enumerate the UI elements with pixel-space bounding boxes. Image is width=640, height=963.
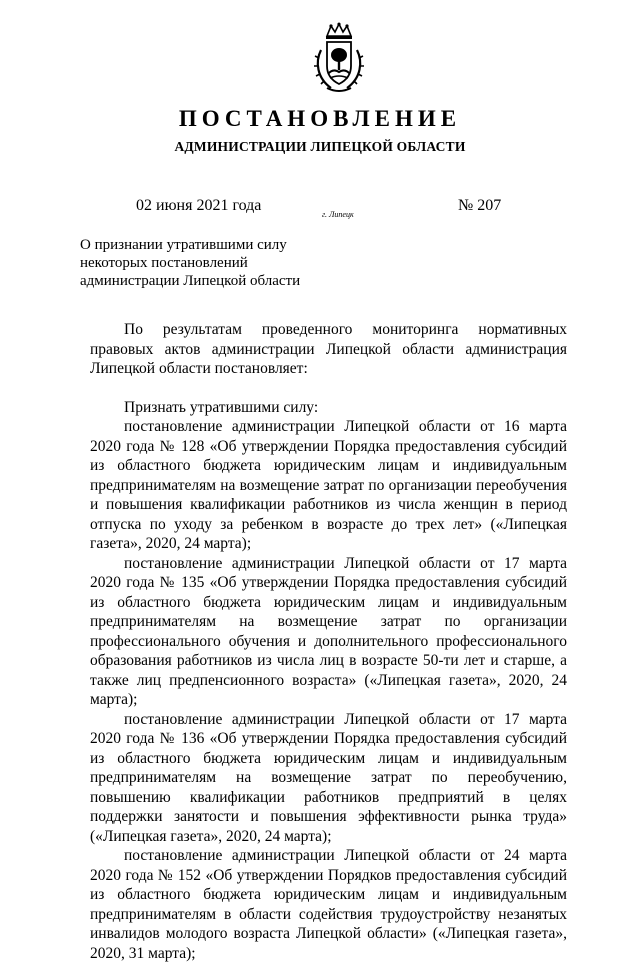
repealed-item: постановление администрации Липецкой области от 17 марта 2020 года № 136 «Об утверждении Порядка предоставления субсидий из областного бюджета юридическим лицам и индивидуальным предпринимателям на возмещение затрат по переобучению, повышению квалификации работников предприятий в целях поддержки занятости и повышения эффективности рынка труда» («Липецкая газета», 2020, 24 марта); xyxy=(90,710,567,845)
repealed-item: постановление администрации Липецкой области от 24 марта 2020 года № 152 «Об утверждении Порядков предоставления субсидий из областного бюджета юридическим лицам и индивидуальным предпринимателям в области содействия трудоустройству незанятых инвалидов молодого возраста Липецкой области» («Липецкая газета», 2020, 31 марта); xyxy=(90,847,567,962)
subject-line: некоторых постановлений xyxy=(80,255,248,271)
issuer-name: АДМИНИСТРАЦИИ ЛИПЕЦКОЙ ОБЛАСТИ xyxy=(174,139,466,154)
document-city: г. Липецк xyxy=(322,210,354,219)
document-date: 02 июня 2021 года xyxy=(136,197,262,214)
document-number: № 207 xyxy=(458,197,502,214)
subject-line: О признании утратившими силу xyxy=(80,237,287,253)
document-body xyxy=(90,320,567,963)
document-subject xyxy=(80,236,340,290)
subject-line: администрации Липецкой области xyxy=(80,273,301,289)
repealed-item: постановление администрации Липецкой области от 17 марта 2020 года № 135 «Об утверждении Порядка предоставления субсидий из областного бюджета юридическим лицам и индивидуальным предпринимателям на возмещение затрат по организации профессионального обучения и дополнительного профессионального образования работников из числа лиц в возрасте 50-ти лет и старше, а также лиц предпенсионного возраста» («Липецкая газета», 2020, 24 марта); xyxy=(90,554,567,708)
clause-intro: Признать утратившими силу: xyxy=(124,398,319,416)
document-title: ПОСТАНОВЛЕНИЕ xyxy=(178,106,462,131)
preamble-paragraph: По результатам проведенного мониторинга нормативных правовых актов администрации Липецкой области администрация Липецкой области постановляет: xyxy=(90,321,567,377)
repealed-item: постановление администрации Липецкой области от 16 марта 2020 года № 128 «Об утверждении Порядка предоставления субсидий из областного бюджета юридическим лицам и индивидуальным предпринимателям на возмещение затрат по организации переобучения и повышения квалификации работников из числа женщин в период отпуска по уходу за ребенком в возрасте до трех лет» («Липецкая газета», 2020, 24 марта); xyxy=(90,418,567,552)
coat-of-arms-icon xyxy=(313,22,365,94)
